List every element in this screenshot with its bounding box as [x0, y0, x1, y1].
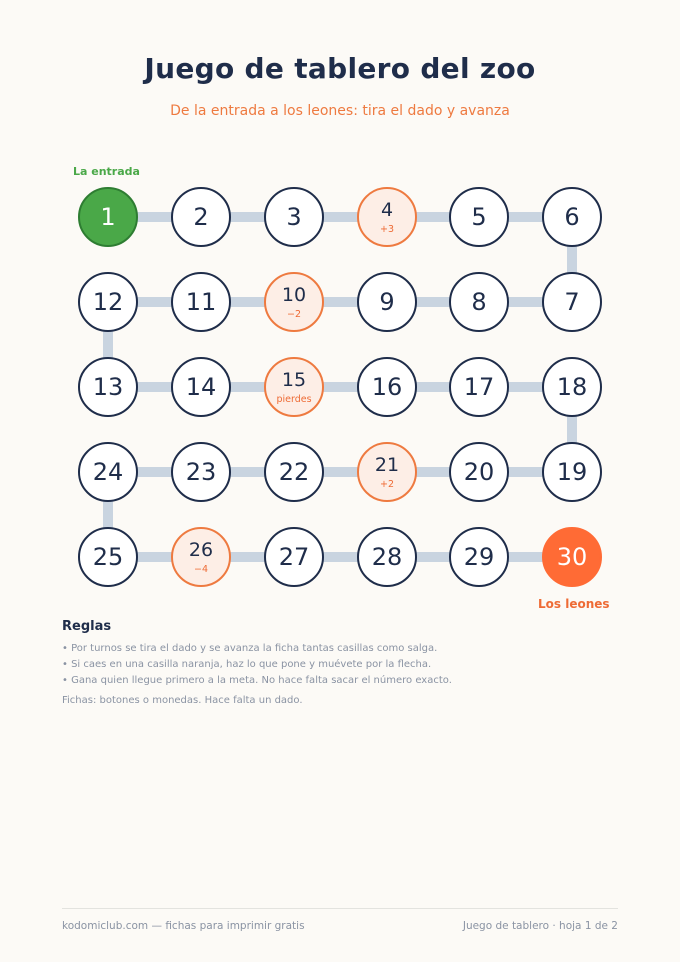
rules-list	[62, 641, 622, 689]
footer-page-info: Juego de tablero · hoja 1 de 2	[462, 920, 618, 932]
board-square-special	[264, 272, 324, 332]
board-square-special	[357, 187, 417, 247]
path-connector	[137, 382, 172, 392]
square-number: 20	[463, 458, 495, 486]
square-number: 26	[188, 538, 214, 561]
square-number: 16	[371, 373, 403, 401]
square-number: 8	[471, 288, 487, 316]
rules-title: Reglas	[62, 619, 112, 634]
board-square	[264, 442, 324, 502]
board-square	[449, 187, 509, 247]
path-connector	[230, 552, 265, 562]
square-number: 4	[380, 198, 394, 221]
board-square	[264, 187, 324, 247]
board-square	[449, 272, 509, 332]
board-square-special	[171, 527, 231, 587]
path-connector	[416, 552, 450, 562]
board-square	[449, 357, 509, 417]
board-square-goal	[542, 527, 602, 587]
square-effect: −4	[193, 563, 208, 575]
path-connector	[416, 467, 450, 477]
square-number: 6	[564, 203, 580, 231]
path-connector	[137, 297, 172, 307]
board-square	[449, 442, 509, 502]
rule-item: • Gana quien llegue primero a la meta. No hace falta sacar el número exacto.	[62, 673, 622, 689]
square-number: 25	[92, 543, 124, 571]
start-label: La entrada	[73, 165, 140, 178]
board-square-start	[78, 187, 138, 247]
path-connector	[416, 382, 450, 392]
board-square	[357, 272, 417, 332]
rule-item: • Si caes en una casilla naranja, haz lo que pone y muévete por la flecha.	[62, 657, 622, 673]
path-connector	[567, 246, 577, 273]
square-number: 24	[92, 458, 124, 486]
path-connector	[323, 467, 358, 477]
square-number: 27	[278, 543, 310, 571]
path-connector	[230, 382, 265, 392]
board-square	[542, 187, 602, 247]
square-number: 23	[185, 458, 217, 486]
path-connector	[230, 212, 265, 222]
path-connector	[508, 212, 543, 222]
page-subtitle: De la entrada a los leones: tira el dado y avanza	[170, 103, 510, 119]
board-square	[171, 357, 231, 417]
board-square	[357, 357, 417, 417]
path-connector	[103, 501, 113, 528]
square-effect: +3	[379, 223, 394, 235]
board-square	[78, 442, 138, 502]
path-connector	[323, 297, 358, 307]
square-number: 15	[281, 368, 307, 391]
square-number: 2	[193, 203, 209, 231]
square-number: 19	[556, 458, 588, 486]
footer-source: kodomiclub.com — fichas para imprimir gratis	[62, 920, 305, 932]
rule-item: • Por turnos se tira el dado y se avanza la ficha tantas casillas como salga.	[62, 641, 622, 657]
path-connector	[508, 467, 543, 477]
board-square	[542, 272, 602, 332]
board-square	[78, 527, 138, 587]
board-square	[542, 442, 602, 502]
square-number: 12	[92, 288, 124, 316]
path-connector	[230, 297, 265, 307]
square-effect: pierdes	[276, 393, 312, 405]
square-number: 30	[556, 543, 588, 571]
square-number: 14	[185, 373, 217, 401]
square-number: 18	[556, 373, 588, 401]
board-square	[171, 272, 231, 332]
square-number: 17	[463, 373, 495, 401]
footer-divider	[62, 908, 618, 909]
square-number: 7	[564, 288, 580, 316]
board-square	[171, 187, 231, 247]
board-square	[357, 527, 417, 587]
square-number: 29	[463, 543, 495, 571]
square-effect: +2	[379, 478, 394, 490]
path-connector	[137, 467, 172, 477]
board-square	[264, 527, 324, 587]
page-title: Juego de tablero del zoo	[144, 52, 536, 85]
goal-label: Los leones	[538, 597, 610, 611]
path-connector	[103, 331, 113, 358]
square-number: 28	[371, 543, 403, 571]
path-connector	[323, 552, 358, 562]
path-connector	[508, 297, 543, 307]
square-number: 3	[286, 203, 302, 231]
square-number: 1	[100, 203, 116, 231]
rules-note: Fichas: botones o monedas. Hace falta un dado.	[62, 695, 303, 706]
square-number: 11	[185, 288, 217, 316]
path-connector	[137, 552, 172, 562]
board-square-special	[357, 442, 417, 502]
path-connector	[508, 382, 543, 392]
path-connector	[567, 416, 577, 443]
square-number: 9	[379, 288, 395, 316]
board-square-special	[264, 357, 324, 417]
path-connector	[416, 297, 450, 307]
path-connector	[416, 212, 450, 222]
square-number: 13	[92, 373, 124, 401]
board-square	[171, 442, 231, 502]
board-square	[78, 272, 138, 332]
square-number: 10	[281, 283, 307, 306]
square-number: 21	[374, 453, 400, 476]
board-square	[542, 357, 602, 417]
path-connector	[508, 552, 543, 562]
square-number: 22	[278, 458, 310, 486]
path-connector	[323, 382, 358, 392]
board-square	[449, 527, 509, 587]
square-effect: −2	[286, 308, 301, 320]
path-connector	[323, 212, 358, 222]
path-connector	[230, 467, 265, 477]
board-square	[78, 357, 138, 417]
path-connector	[137, 212, 172, 222]
square-number: 5	[471, 203, 487, 231]
